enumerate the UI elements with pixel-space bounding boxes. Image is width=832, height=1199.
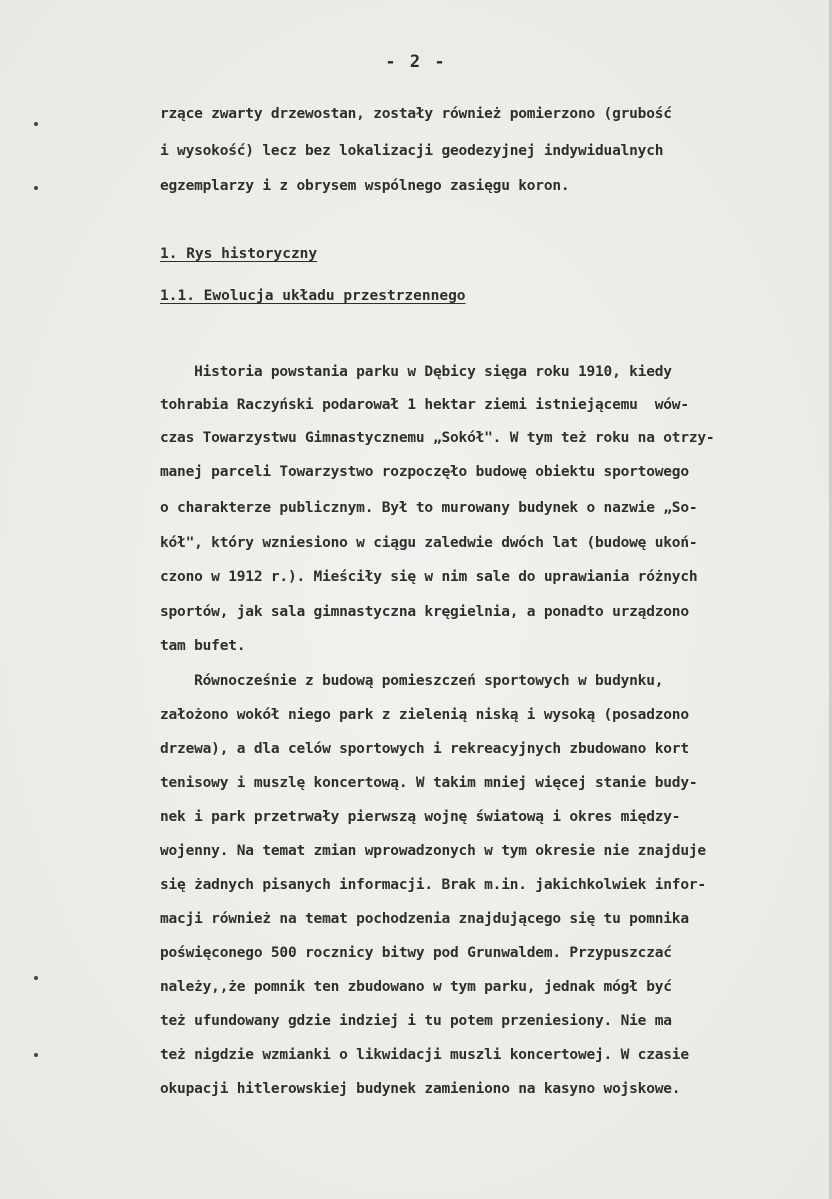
text-line: nek i park przetrwały pierwszą wojnę światową i okres między-	[160, 809, 681, 825]
punch-mark	[34, 976, 38, 980]
text-line: o charakterze publicznym. Był to murowany budynek o nazwie „So-	[160, 500, 698, 516]
text-line: tenisowy i muszlę koncertową. W takim mniej więcej stanie budy-	[160, 775, 698, 791]
text-line: Historia powstania parku w Dębicy sięga roku 1910, kiedy	[160, 364, 672, 380]
text-line: należy,,że pomnik ten zbudowano w tym parku, jednak mógł być	[160, 979, 672, 995]
text-line: się żadnych pisanych informacji. Brak m.in. jakichkolwiek infor-	[160, 877, 706, 893]
text-line: też ufundowany gdzie indziej i tu potem przeniesiony. Nie ma	[160, 1013, 672, 1029]
punch-mark	[34, 186, 38, 190]
text-line: sportów, jak sala gimnastyczna kręgielnia, a ponadto urządzono	[160, 604, 689, 620]
text-line: poświęconego 500 rocznicy bitwy pod Grunwaldem. Przypuszczać	[160, 945, 672, 961]
text-line: tam bufet.	[160, 638, 246, 654]
section-heading: 1. Rys historyczny	[160, 246, 318, 262]
text-line: czas Towarzystwu Gimnastycznemu „Sokół". W tym też roku na otrzy-	[160, 430, 715, 446]
punch-mark	[34, 122, 38, 126]
text-line: okupacji hitlerowskiej budynek zamieniono na kasyno wojskowe.	[160, 1081, 681, 1097]
page-number: - 2 -	[385, 52, 447, 72]
text-line: i wysokość) lecz bez lokalizacji geodezyjnej indywidualnych	[160, 143, 664, 159]
text-line: założono wokół niego park z zielenią niską i wysoką (posadzono	[160, 707, 689, 723]
punch-mark	[34, 1053, 38, 1057]
text-line: kół", który wzniesiono w ciągu zaledwie dwóch lat (budowę ukoń-	[160, 535, 698, 551]
text-line: też nigdzie wzmianki o likwidacji muszli koncertowej. W czasie	[160, 1047, 689, 1063]
text-line: Równocześnie z budową pomieszczeń sportowych w budynku,	[160, 673, 664, 689]
text-line: wojenny. Na temat zmian wprowadzonych w tym okresie nie znajduje	[160, 843, 706, 859]
text-line: czono w 1912 r.). Mieściły się w nim sale do uprawiania różnych	[160, 569, 698, 585]
text-line: macji również na temat pochodzenia znajdującego się tu pomnika	[160, 911, 689, 927]
text-line: rzące zwarty drzewostan, zostały również pomierzono (grubość	[160, 106, 672, 122]
text-line: tohrabia Raczyński podarował 1 hektar ziemi istniejącemu wów-	[160, 397, 689, 413]
text-line: manej parceli Towarzystwo rozpoczęło budowę obiektu sportowego	[160, 464, 689, 480]
text-line: egzemplarzy i z obrysem wspólnego zasięgu koron.	[160, 178, 570, 194]
subsection-heading: 1.1. Ewolucja układu przestrzennego	[160, 288, 466, 304]
text-line: drzewa), a dla celów sportowych i rekreacyjnych zbudowano kort	[160, 741, 689, 757]
